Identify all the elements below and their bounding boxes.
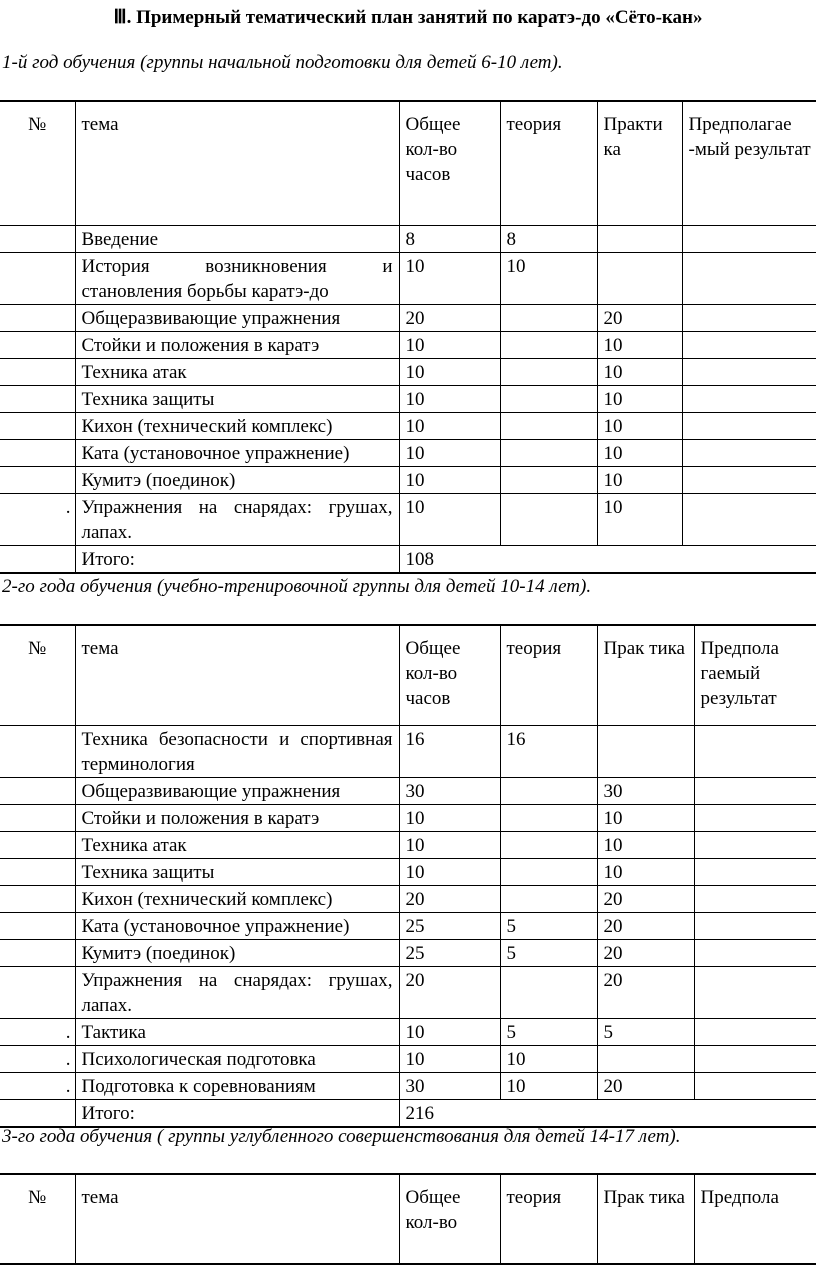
row-topic: Стойки и положения в каратэ xyxy=(75,331,399,358)
row-result xyxy=(682,358,816,385)
total-label: Итого: xyxy=(75,545,399,573)
row-practice: 20 xyxy=(597,966,694,1018)
row-num xyxy=(0,804,75,831)
header-expected-result: Предпола xyxy=(694,1174,816,1264)
row-topic: Кумитэ (поединок) xyxy=(75,466,399,493)
row-theory: 10 xyxy=(500,1072,597,1099)
row-total-hours: 10 xyxy=(399,466,500,493)
row-practice: 10 xyxy=(597,358,682,385)
table-row xyxy=(0,439,816,466)
row-total-hours: 10 xyxy=(399,831,500,858)
row-num xyxy=(0,304,75,331)
row-theory: 5 xyxy=(500,1018,597,1045)
row-practice: 20 xyxy=(597,304,682,331)
table-row xyxy=(0,1072,816,1099)
row-num xyxy=(0,385,75,412)
row-total-hours: 8 xyxy=(399,225,500,252)
table-row xyxy=(0,225,816,252)
row-topic: Упражнения на снарядах: грушах, лапах. xyxy=(75,966,399,1018)
row-theory xyxy=(500,331,597,358)
row-topic: Техника атак xyxy=(75,358,399,385)
row-topic: Тактика xyxy=(75,1018,399,1045)
header-practice: Прак тика xyxy=(597,625,694,725)
row-practice: 10 xyxy=(597,804,694,831)
table-row xyxy=(0,777,816,804)
row-result xyxy=(694,912,816,939)
row-num xyxy=(0,885,75,912)
header-practice: Практи ка xyxy=(597,101,682,225)
header-num: № xyxy=(0,625,75,725)
row-result xyxy=(694,804,816,831)
row-practice: 10 xyxy=(597,831,694,858)
row-theory xyxy=(500,966,597,1018)
header-theory: теория xyxy=(500,1174,597,1264)
header-num: № xyxy=(0,1174,75,1264)
row-total-hours: 10 xyxy=(399,858,500,885)
row-theory xyxy=(500,439,597,466)
table-header-row xyxy=(0,625,816,725)
table-row xyxy=(0,358,816,385)
table-row xyxy=(0,858,816,885)
row-num xyxy=(0,466,75,493)
row-practice: 20 xyxy=(597,885,694,912)
row-result xyxy=(694,1018,816,1045)
row-theory xyxy=(500,493,597,545)
row-theory xyxy=(500,777,597,804)
table-row xyxy=(0,885,816,912)
total-value: 216 xyxy=(399,1099,816,1127)
table-row xyxy=(0,493,816,545)
section-1-subtitle: 1-й год обучения (группы начальной подготовки для детей 6-10 лет). xyxy=(2,52,563,73)
row-num: . xyxy=(0,1018,75,1045)
row-num: . xyxy=(0,1072,75,1099)
total-num xyxy=(0,1099,75,1127)
total-num xyxy=(0,545,75,573)
header-total-hours: Общее кол-во xyxy=(399,1174,500,1264)
header-expected-result: Предполагае -мый результат xyxy=(682,101,816,225)
table-row xyxy=(0,831,816,858)
table-row xyxy=(0,939,816,966)
row-theory xyxy=(500,804,597,831)
row-num xyxy=(0,225,75,252)
row-total-hours: 10 xyxy=(399,804,500,831)
row-practice: 10 xyxy=(597,858,694,885)
section-3-subtitle: 3-го года обучения ( группы углубленного совершенствования для детей 14-17 лет). xyxy=(2,1126,681,1147)
row-topic: Подготовка к соревнованиям xyxy=(75,1072,399,1099)
row-result xyxy=(682,304,816,331)
row-topic: Стойки и положения в каратэ xyxy=(75,804,399,831)
table-row xyxy=(0,304,816,331)
row-num xyxy=(0,439,75,466)
row-result xyxy=(682,493,816,545)
row-practice: 10 xyxy=(597,493,682,545)
row-result xyxy=(682,439,816,466)
row-practice xyxy=(597,725,694,777)
row-result xyxy=(694,939,816,966)
row-num xyxy=(0,912,75,939)
row-theory xyxy=(500,466,597,493)
row-num xyxy=(0,358,75,385)
row-theory: 16 xyxy=(500,725,597,777)
row-practice: 30 xyxy=(597,777,694,804)
header-practice: Прак тика xyxy=(597,1174,694,1264)
row-result xyxy=(682,252,816,304)
table-row xyxy=(0,1045,816,1072)
row-practice: 20 xyxy=(597,1072,694,1099)
row-total-hours: 10 xyxy=(399,439,500,466)
table-row xyxy=(0,385,816,412)
table-row xyxy=(0,412,816,439)
header-num: № xyxy=(0,101,75,225)
row-theory: 5 xyxy=(500,912,597,939)
row-theory xyxy=(500,831,597,858)
row-practice: 10 xyxy=(597,331,682,358)
row-theory xyxy=(500,358,597,385)
row-topic: Техника безопасности и спортивная терминология xyxy=(75,725,399,777)
section-2-subtitle: 2-го года обучения (учебно-тренировочной группы для детей 10-14 лет). xyxy=(2,576,592,597)
header-theory: теория xyxy=(500,101,597,225)
header-expected-result: Предпола гаемый результат xyxy=(694,625,816,725)
row-result xyxy=(694,1072,816,1099)
row-total-hours: 20 xyxy=(399,885,500,912)
row-result xyxy=(682,225,816,252)
row-topic: Техника атак xyxy=(75,831,399,858)
table-row xyxy=(0,912,816,939)
document-title: Ⅲ. Примерный тематический план занятий по каратэ-до «Сёто-кан» xyxy=(113,7,703,28)
row-num xyxy=(0,252,75,304)
row-theory: 10 xyxy=(500,252,597,304)
header-topic: тема xyxy=(75,1174,399,1264)
row-topic: Ката (установочное упражнение) xyxy=(75,439,399,466)
table-row xyxy=(0,252,816,304)
row-num xyxy=(0,966,75,1018)
row-practice xyxy=(597,225,682,252)
row-total-hours: 16 xyxy=(399,725,500,777)
table-row xyxy=(0,466,816,493)
table-row xyxy=(0,804,816,831)
row-num xyxy=(0,725,75,777)
row-result xyxy=(682,331,816,358)
row-num: . xyxy=(0,1045,75,1072)
row-theory: 10 xyxy=(500,1045,597,1072)
row-total-hours: 30 xyxy=(399,1072,500,1099)
row-practice xyxy=(597,252,682,304)
header-theory: теория xyxy=(500,625,597,725)
row-total-hours: 20 xyxy=(399,304,500,331)
row-theory xyxy=(500,412,597,439)
row-practice: 10 xyxy=(597,439,682,466)
row-num: . xyxy=(0,493,75,545)
row-practice xyxy=(597,1045,694,1072)
row-num xyxy=(0,412,75,439)
row-num xyxy=(0,831,75,858)
row-topic: Общеразвивающие упражнения xyxy=(75,304,399,331)
row-result xyxy=(694,885,816,912)
row-theory: 5 xyxy=(500,939,597,966)
row-topic: Общеразвивающие упражнения xyxy=(75,777,399,804)
row-topic: Кихон (технический комплекс) xyxy=(75,412,399,439)
header-topic: тема xyxy=(75,101,399,225)
row-practice: 10 xyxy=(597,466,682,493)
row-topic: Введение xyxy=(75,225,399,252)
row-result xyxy=(694,777,816,804)
row-total-hours: 20 xyxy=(399,966,500,1018)
table-row xyxy=(0,725,816,777)
row-theory xyxy=(500,858,597,885)
header-topic: тема xyxy=(75,625,399,725)
row-topic: Кихон (технический комплекс) xyxy=(75,885,399,912)
row-topic: Кумитэ (поединок) xyxy=(75,939,399,966)
row-total-hours: 10 xyxy=(399,493,500,545)
row-result xyxy=(694,966,816,1018)
row-result xyxy=(682,412,816,439)
row-num xyxy=(0,331,75,358)
row-topic: История возникновения и становления борьбы каратэ-до xyxy=(75,252,399,304)
table-row xyxy=(0,966,816,1018)
row-topic: Упражнения на снарядах: грушах, лапах. xyxy=(75,493,399,545)
row-topic: Ката (установочное упражнение) xyxy=(75,912,399,939)
row-practice: 5 xyxy=(597,1018,694,1045)
row-result xyxy=(694,725,816,777)
table-header-row xyxy=(0,101,816,225)
row-result xyxy=(682,466,816,493)
row-result xyxy=(694,1045,816,1072)
row-total-hours: 10 xyxy=(399,252,500,304)
row-theory: 8 xyxy=(500,225,597,252)
row-total-hours: 10 xyxy=(399,385,500,412)
plan-table-year-3 xyxy=(0,1173,816,1265)
row-result xyxy=(694,858,816,885)
table-row xyxy=(0,1018,816,1045)
row-total-hours: 10 xyxy=(399,358,500,385)
plan-table-year-2 xyxy=(0,624,816,1128)
row-total-hours: 10 xyxy=(399,1045,500,1072)
header-total-hours: Общее кол-во часов xyxy=(399,101,500,225)
row-result xyxy=(694,831,816,858)
row-total-hours: 30 xyxy=(399,777,500,804)
plan-table-year-1 xyxy=(0,100,816,574)
row-num xyxy=(0,939,75,966)
row-topic: Психологическая подготовка xyxy=(75,1045,399,1072)
table-total-row xyxy=(0,1099,816,1127)
row-topic: Техника защиты xyxy=(75,385,399,412)
row-total-hours: 25 xyxy=(399,939,500,966)
row-num xyxy=(0,777,75,804)
table-row xyxy=(0,331,816,358)
row-num xyxy=(0,858,75,885)
row-total-hours: 10 xyxy=(399,412,500,439)
row-total-hours: 10 xyxy=(399,1018,500,1045)
table-header-row xyxy=(0,1174,816,1264)
row-topic: Техника защиты xyxy=(75,858,399,885)
table-total-row xyxy=(0,545,816,573)
row-practice: 20 xyxy=(597,939,694,966)
row-practice: 10 xyxy=(597,412,682,439)
header-total-hours: Общее кол-во часов xyxy=(399,625,500,725)
row-total-hours: 25 xyxy=(399,912,500,939)
total-value: 108 xyxy=(399,545,816,573)
row-theory xyxy=(500,385,597,412)
row-theory xyxy=(500,304,597,331)
row-theory xyxy=(500,885,597,912)
row-result xyxy=(682,385,816,412)
row-total-hours: 10 xyxy=(399,331,500,358)
row-practice: 10 xyxy=(597,385,682,412)
total-label: Итого: xyxy=(75,1099,399,1127)
row-practice: 20 xyxy=(597,912,694,939)
